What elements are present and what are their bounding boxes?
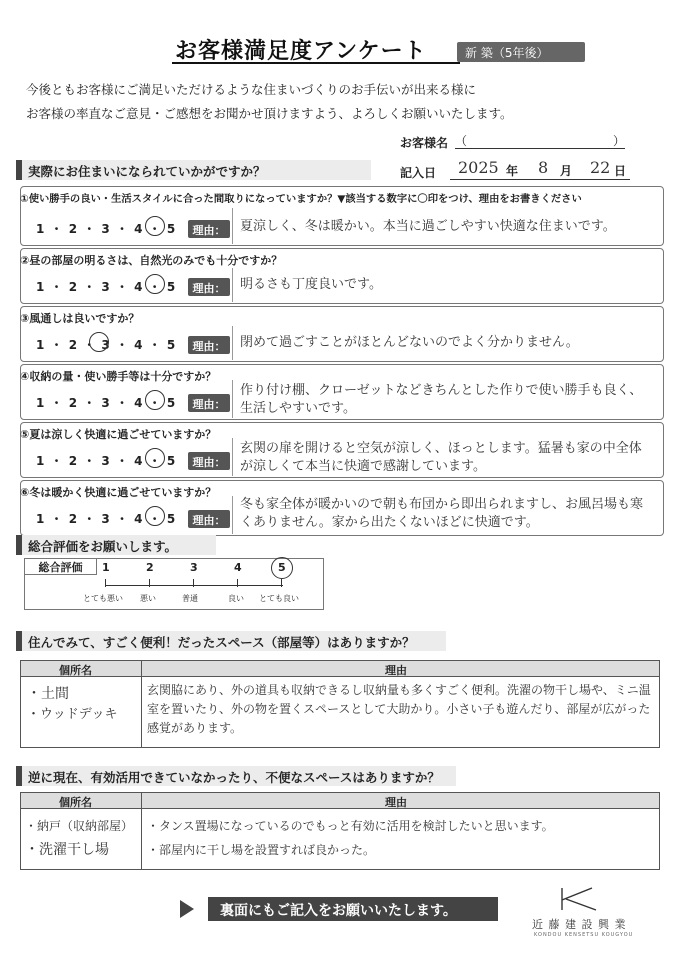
question-6-selected-circle <box>145 506 165 526</box>
date-field[interactable] <box>450 158 630 180</box>
date-day-unit: 日 <box>614 164 627 178</box>
question-2-scale[interactable]: 1 ・ 2 ・ 3 ・ 4 ・ 5 <box>36 280 177 294</box>
useful-table-header <box>21 661 659 677</box>
question-5-text: ⑤夏は涼しく快適に過ごせていますか？ <box>20 428 217 441</box>
inconvenient-table-divider <box>141 793 142 869</box>
question-1-selected-circle <box>145 216 165 236</box>
section-3-header <box>16 631 446 651</box>
rating-number-5[interactable]: 5 <box>278 561 286 574</box>
question-5-divider <box>232 438 233 476</box>
inconvenient-col-reason: 理由 <box>385 796 407 809</box>
arrow-right-icon <box>180 900 194 918</box>
useful-col-place: 個所名 <box>59 664 92 677</box>
title-underline <box>172 62 460 64</box>
question-6-answer[interactable]: 冬も家全体が暖かいので朝も布団から即出られますし、お風呂場も寒くありません。家から出たくないほどに快適です。 <box>240 497 644 530</box>
question-2-selected-circle <box>145 274 165 294</box>
page-title: お客様満足度アンケート <box>175 39 427 64</box>
customer-open-paren: （ <box>455 134 468 148</box>
overall-rating-box <box>24 558 324 610</box>
useful-place-1[interactable]: ・土間 <box>27 686 69 702</box>
date-year: 2025 <box>458 158 499 177</box>
rating-axis-line <box>105 585 283 586</box>
question-4-divider <box>232 380 233 418</box>
question-4-reason-label: 理由： <box>188 394 230 412</box>
question-1-divider <box>232 208 233 244</box>
useful-place-2[interactable]: ・ウッドデッキ <box>27 707 118 722</box>
rating-number-1[interactable]: 1 <box>102 561 110 574</box>
overall-rating-label: 総合評価 <box>25 559 97 575</box>
inconvenient-place-2[interactable]: ・洗濯干し場 <box>25 842 109 858</box>
question-5-selected-circle <box>145 448 165 468</box>
date-label: 記入日 <box>400 166 437 180</box>
rating-label-4: 良い <box>228 594 244 603</box>
inconvenient-reason-2[interactable]: ・部屋内に干し場を設置すれば良かった。 <box>147 843 376 857</box>
question-5-scale[interactable]: 1 ・ 2 ・ 3 ・ 4 ・ 5 <box>36 454 177 468</box>
rating-label-2: 悪い <box>140 594 156 603</box>
inconvenient-table-header <box>21 793 659 809</box>
rating-label-5: とても良い <box>259 594 299 603</box>
company-logo-icon <box>556 884 600 912</box>
question-5-answer[interactable]: 玄関の扉を開けると空気が涼しく、ほっとします。猛暑も家の中全体が涼しくて本当に快適で感謝しています。 <box>240 441 642 474</box>
rating-label-1: とても悪い <box>83 594 123 603</box>
company-name: 近 藤 建 設 興 業 <box>532 918 627 931</box>
date-month: 8 <box>538 158 549 177</box>
rating-number-4[interactable]: 4 <box>234 561 242 574</box>
question-1-reason-label: 理由： <box>188 220 230 238</box>
intro-line-2: お客様の率直なご意見・ご感想をお聞かせ頂けますよう、よろしくお願いいたします。 <box>26 106 513 121</box>
question-4-scale[interactable]: 1 ・ 2 ・ 3 ・ 4 ・ 5 <box>36 396 177 410</box>
question-1-text: ①使い勝手の良い・生活スタイルに合った間取りになっていますか？▼該当する数字に〇印をつけ、理由をお書きください <box>20 193 582 205</box>
survey-type-badge: 新 築（5年後） <box>457 42 585 62</box>
question-6-reason-label: 理由： <box>188 510 230 528</box>
question-5-reason-label: 理由： <box>188 452 230 470</box>
inconvenient-col-place: 個所名 <box>59 796 92 809</box>
question-6-divider <box>232 496 233 534</box>
question-3-divider <box>232 326 233 360</box>
rating-label-3: 普通 <box>182 594 198 603</box>
rating-tick-1 <box>105 579 106 587</box>
useful-col-reason: 理由 <box>385 664 407 677</box>
question-6-text: ⑥冬は暖かく快適に過ごせていますか？ <box>20 486 217 499</box>
intro-line-1: 今後ともお客様にご満足いただけるような住まいづくりのお手伝いが出来る様に <box>26 82 477 97</box>
question-4-answer[interactable]: 作り付け棚、クローゼットなどきちんとした作りで使い勝手も良く、生活しやすいです。 <box>240 383 643 416</box>
useful-space-table <box>20 660 660 748</box>
date-day: 22 <box>590 158 611 177</box>
question-2-divider <box>232 268 233 302</box>
company-name-romaji: KONDOU KENSETSU KOUGYOU <box>534 932 634 938</box>
section-1-title: 実際にお住まいになられていかがですか？ <box>28 164 266 179</box>
section-4-title: 逆に現在、有効活用できていなかったり、不便なスペースはありますか？ <box>28 770 440 785</box>
question-2-answer[interactable]: 明るさも丁度良いです。 <box>240 277 382 292</box>
rating-tick-4 <box>237 579 238 587</box>
rating-selected-circle <box>271 557 293 579</box>
section-2-title: 総合評価をお願いします。 <box>28 539 178 554</box>
question-1-scale[interactable]: 1 ・ 2 ・ 3 ・ 4 ・ 5 <box>36 222 177 236</box>
section-2-header <box>16 535 216 555</box>
question-2-text: ②昼の部屋の明るさは、自然光のみでも十分ですか？ <box>20 254 283 267</box>
rating-tick-3 <box>193 579 194 587</box>
inconvenient-place-1[interactable]: ・納戸（収納部屋） <box>25 819 134 833</box>
question-3-reason-label: 理由： <box>188 336 230 354</box>
inconvenient-reason-1[interactable]: ・タンス置場になっているのでもっと有効に活用を検討したいと思います。 <box>147 819 554 833</box>
section-3-title: 住んでみて、すごく便利！だったスペース（部屋等）はありますか？ <box>28 635 415 650</box>
question-4-text: ④収納の量・使い勝手等は十分ですか？ <box>20 370 217 383</box>
rating-tick-5 <box>281 579 282 587</box>
inconvenient-space-table <box>20 792 660 870</box>
section-4-header <box>16 766 456 786</box>
rating-number-3[interactable]: 3 <box>190 561 198 574</box>
question-6-scale[interactable]: 1 ・ 2 ・ 3 ・ 4 ・ 5 <box>36 512 177 526</box>
customer-name-field[interactable] <box>455 132 625 149</box>
customer-name-label: お客様名 <box>400 136 449 150</box>
useful-reason[interactable]: 玄関脇にあり、外の道具も収納できるし収納量も多くすごく便利。洗濯の物干し場や、ミニ温室を置いたり、外の物を置くスペースとして大助かり。小さい子も遊んだり、部屋が広がった感覚があります。 <box>147 683 651 735</box>
question-3-answer[interactable]: 閉めて過ごすことがほとんどないのでよく分かりません。 <box>240 335 579 350</box>
rating-number-2[interactable]: 2 <box>146 561 154 574</box>
reverse-side-notice: 裏面にもご記入をお願いいたします。 <box>208 897 498 921</box>
question-2-reason-label: 理由： <box>188 278 230 296</box>
question-4-selected-circle <box>145 390 165 410</box>
date-year-unit: 年 <box>506 164 519 178</box>
useful-table-divider <box>141 661 142 747</box>
question-1-answer[interactable]: 夏涼しく、冬は暖かい。本当に過ごしやすい快適な住まいです。 <box>240 219 616 234</box>
question-3-scale[interactable]: 1 ・ 2 ・ 3 ・ 4 ・ 5 <box>36 338 177 352</box>
question-3-selected-circle <box>89 332 109 352</box>
section-1-header <box>16 160 371 180</box>
rating-tick-2 <box>149 579 150 587</box>
customer-close-paren: ） <box>612 134 625 148</box>
question-3-text: ③風通しは良いですか？ <box>20 312 140 325</box>
date-month-unit: 月 <box>560 164 573 178</box>
